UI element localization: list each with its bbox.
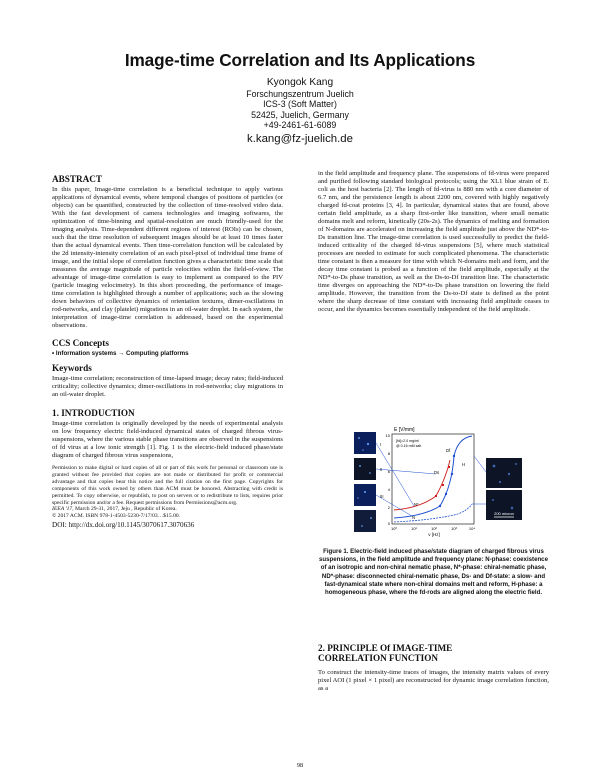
region-label: Df (446, 448, 451, 453)
region-label: I (380, 442, 382, 447)
right-column (318, 170, 549, 314)
copyright-line: © 2017 ACM. ISBN 978-1-4503-5230-7/17/03…$15.00. (52, 513, 181, 520)
y-axis-label: E [V/mm] (394, 427, 415, 433)
author-block (0, 77, 600, 146)
abstract-text: In this paper, Image-time correlation is a beneficial technique to apply various applications of dynamical events, where temporal changes of positions of particles (or objects) can be quantified, constructed by the collection of time-resolved video data. With the fast development of camera technologies and imaging softwares, the optimization of time-binning and spatial-resolution are much friendly-used for the imaging analysis. Time-dependent different regions of interest (ROIs) can be chosen, such that the time resolution of subsequent images should be at least 10 times faster than the actual dynamical events. Then time-correlation function will be calculated by the 2d intensity-intensity correlation of an each pixel-pixel of individual time frame of image, and the initial slope of correlation function gives a characteristic time scale that measures the average magnitude of particle velocities within the field-of-view. The advantage of image-time correlation is easy to implement as compared to the PIV (particle imaging velocimetry). In this short proceeding, the performance of image-time correlation is highlighted through a number of applications; such as the slowing down behaviors of collective dynamics of orientation textures, dimer-oscillations in rod-networks, and clay (platelet) migrations in an oil-water droplet. In each system, the interpretation of image-time correlation is addressed, based on the experimental observations. (52, 186, 283, 329)
left-column (52, 174, 283, 530)
y-tick: 0 (387, 521, 390, 526)
affiliation-line: 52425, Juelich, Germany (251, 109, 349, 120)
paper-title: Image-time Correlation and Its Applications (124, 50, 476, 70)
affiliation-line: ICS-3 (Soft Matter) (263, 99, 337, 110)
x-tick: 10³ (451, 526, 457, 531)
ccs-heading: CCS Concepts (52, 338, 109, 348)
y-tick: 4 (387, 487, 390, 492)
intro-heading: 1. INTRODUCTION (52, 408, 135, 418)
page-number: 98 (296, 762, 304, 769)
venue-details: , March 29-31, 2017, Jeju , Republic of Korea. (72, 506, 177, 513)
intro-text: Image-time correlation is originally developed by the needs of experimental analysis on low frequency electric field-induced dynamical states of charged fibrous virus-suspensions, where the various stable phase transitions are observed in the suspensions of fd virus at a low ionic strength [1]. Fig. 1 is the electric-field induced phase/state diagram of charged fibrous virus suspensions, (52, 420, 283, 459)
permission-block (52, 465, 283, 520)
doi-link[interactable]: DOI: http://dx.doi.org/10.1145/3070617.3070636 (52, 521, 195, 530)
x-axis-label: ν [Hz] (428, 532, 440, 537)
y-tick: 6 (387, 469, 390, 474)
affiliation-line: +49-2461-61-6089 (263, 120, 337, 131)
legend-line: [fd]=2.0 mg/ml (396, 439, 419, 443)
x-tick: 10¹ (411, 526, 417, 531)
affiliation-line: Forschungszentrum Juelich (246, 89, 354, 99)
figure-caption: Figure 1. Electric-field induced phase/state diagram of charged fibrous virus suspensions, in the field amplitude and frequency plane: N-phase: coexistence of an isotropic and non-chiral nematic phase, N*-phase: chiral-nematic phase, ND*-phase: disconnected chiral-nematic phase, Ds- and Df-state: a slow- and fast-dynamical state where non-chiral domains melt and reform, H-phase: a homogeneous phase, where the fd-rods are aligned along the electric field. (319, 548, 548, 597)
region-label: III (380, 494, 384, 499)
abstract-heading: ABSTRACT (52, 174, 103, 184)
x-tick: 10⁰ (390, 526, 398, 531)
micrograph-panel (354, 484, 376, 506)
right-column-text: in the field amplitude and frequency plane. The suspensions of fd-virus were prepared and purified following standard biological protocols; using the XL1 blue strain of E. coli as the host bacteria [2]. The length of fd-virus is 880 nm with a core diameter of 6.7 nm, and the persistence length is about 2200 nm, covered with highly negatively charged fd-coat proteins [3, 4]. In particular, dynamical states that are found, above certain field amplitude, as a sharp first-order like transition, where small nematic domains melt and reform, kinetically (20s-2s). The dynamics of melting and formation of N-domains are accelerated on increasing the field amplitude just above the ND*-to-Ds transition line. The image-time correlation is used successfully to predict the field-induced criticality of the charged fd-virus suspensions [5], where much statistical processes are needed to estimate for such complicated phenomena. The characteristic time constant is then a measure for time with which N-domains melt and form, and the decay time constant is probed as a function of the field amplitude, especially at the ND*-to-Ds phase transition, as well as the Ds-to-Df transition line. The characteristic time diverges on approaching the ND*-to-Ds phase transition on lowering the field amplitude. However, the transition from the Ds-to-Df state is defined as the point where the sharp decrease of time constant with increasing field amplitude ceases to occur, and the dynamics becomes essentially independent of the field amplitude. (318, 170, 549, 313)
x-tick: 10² (431, 526, 437, 531)
y-tick: 10 (385, 433, 390, 438)
permission-text: Permission to make digital or hard copies of all or part of this work for personal or classroom use is granted without fee provided that copies are not made or distributed for profit or commercial advantage and that copies bear this notice and the full citation on the first page. Copyrights for components of this work owned by others than ACM must be honored. Abstracting with credit is permitted. To copy otherwise, or republish, to post on servers or to redistribute to lists, requires prior specific permission and/or a fee. Request permissions from Permissions@acm.org. (52, 465, 283, 506)
author-email: k.kang@fz-juelich.de (247, 132, 353, 145)
section2-text: To construct the intensity-time traces of images, the intensity matrix values of every pixel AOI (1 pixel × 1 pixel) are reconstructed for dynamic image correlation function, as a (318, 669, 549, 692)
author-name: Kyongok Kang (266, 77, 334, 88)
phase-diagram-figure (354, 426, 522, 538)
section2-heading-line: 2. PRINCIPLE Of IMAGE-TIME (318, 643, 453, 653)
section2-heading (318, 643, 549, 663)
y-tick: 2 (387, 505, 390, 510)
micrograph-panel (354, 510, 376, 532)
region-label: II (380, 467, 383, 472)
ccs-item: • Information systems → Computing platforms (52, 350, 189, 357)
region-label: N (412, 515, 416, 520)
micrograph-panel (486, 458, 522, 488)
section2-heading-line: CORRELATION FUNCTION (318, 653, 439, 663)
micrograph-panel (354, 458, 376, 480)
legend-line: @ 0.16 mM salt (396, 444, 422, 448)
region-label: H (462, 462, 466, 467)
keywords-text: Image-time correlation; reconstruction of time-lapsed image; decay rates; field-induced criticality; collective dynamics; dimer-oscillations in rod-networks; clay migrations in an oil-water droplet. (52, 375, 283, 398)
y-tick: 8 (387, 451, 390, 456)
venue-name: IEEA '17 (52, 506, 73, 513)
keywords-heading: Keywords (52, 363, 92, 373)
x-tick: 10⁴ (468, 526, 476, 531)
micrograph-panel (354, 432, 376, 454)
region-label: Ds (434, 470, 440, 475)
region-label: N* (414, 502, 419, 507)
scale-label: 200 micron (494, 511, 514, 516)
